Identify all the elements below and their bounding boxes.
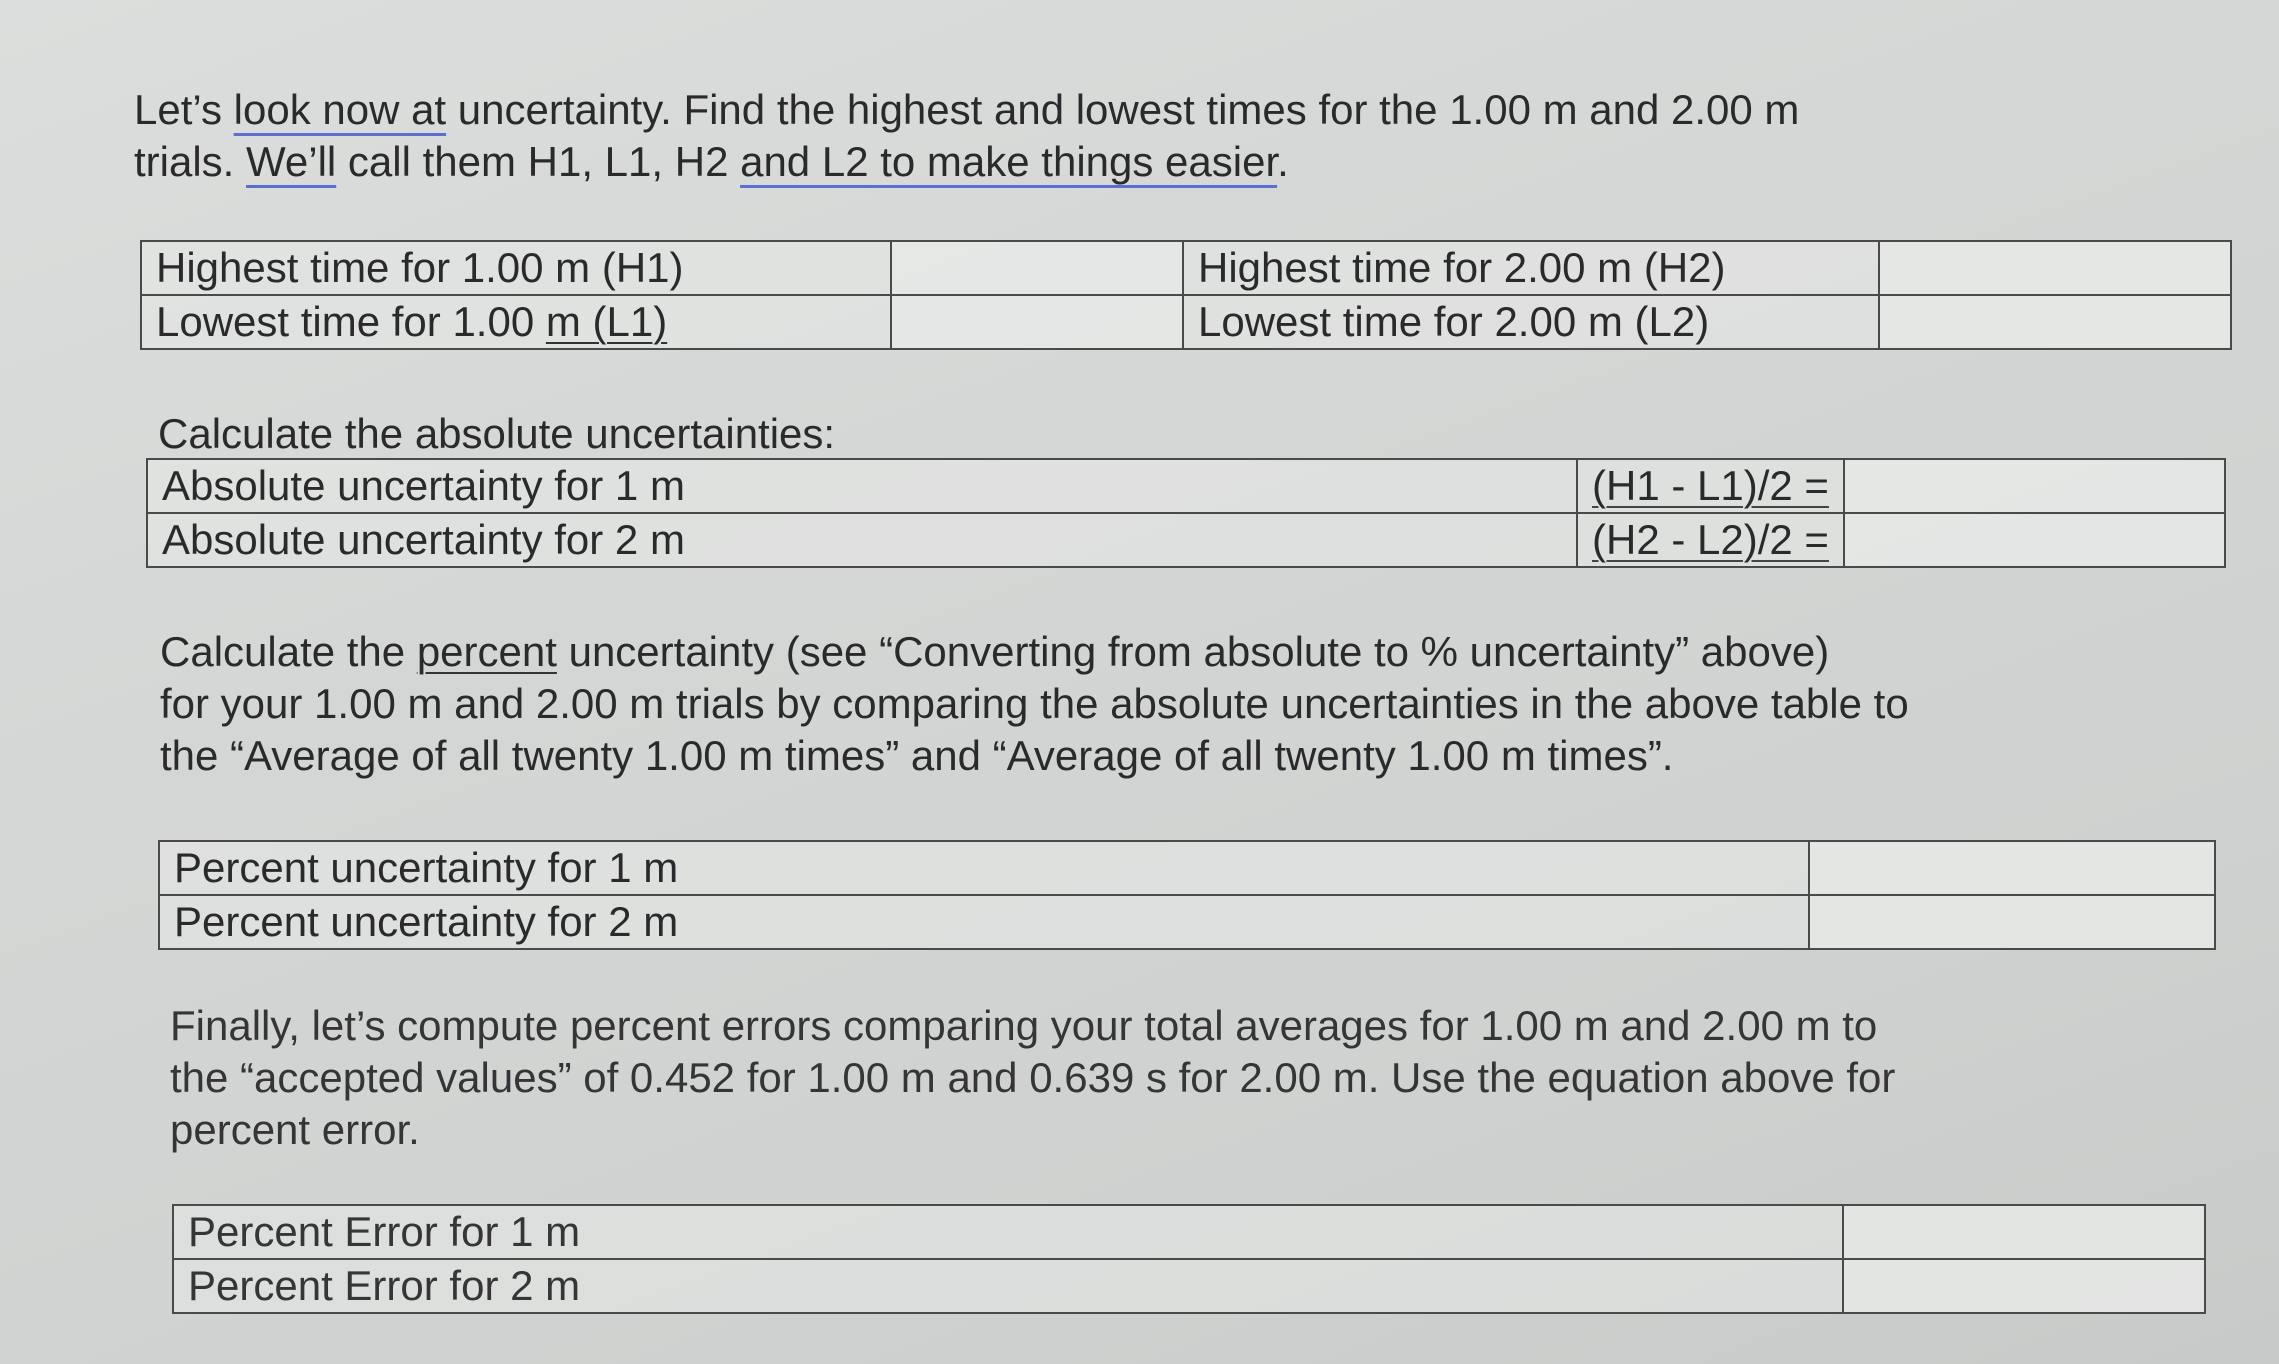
abs-row-2-formula-cell [1577, 513, 1844, 567]
l2-label: Lowest time for 2.00 m (L2) [1183, 295, 1879, 349]
abs-row-2-label: Absolute uncertainty for 2 m [147, 513, 1577, 567]
err-row-2 [173, 1259, 2205, 1313]
pct-line-2: for your 1.00 m and 2.00 m trials by comparing the absolute uncertainties in the above table to [160, 680, 1909, 727]
pct-row-2-label: Percent uncertainty for 2 m [159, 895, 1809, 949]
err-row-2-value-cell[interactable] [1843, 1259, 2205, 1313]
pct-row-1-value-cell[interactable] [1809, 841, 2215, 895]
abs-row-2-formula: (H2 - L2)/2 = [1592, 516, 1829, 563]
percent-error-paragraph [170, 1000, 1895, 1156]
pct-row-1 [159, 841, 2215, 895]
abs-row-1-formula: (H1 - L1)/2 = [1592, 462, 1829, 509]
percent-uncertainty-table [158, 840, 2216, 950]
h2-label: Highest time for 2.00 m (H2) [1183, 241, 1879, 295]
intro-line-2: trials. We’ll call them H1, L1, H2 and L2 to make things easier. [134, 138, 1289, 185]
intro-line-1: Let’s look now at uncertainty. Find the highest and lowest times for the 1.00 m and 2.00 m [134, 86, 1800, 133]
err-row-1-value-cell[interactable] [1843, 1205, 2205, 1259]
h1-value-cell[interactable] [891, 241, 1183, 295]
l1-label: Lowest time for 1.00 m (L1) [141, 295, 891, 349]
percent-uncertainty-paragraph [160, 626, 1909, 782]
err-row-1 [173, 1205, 2205, 1259]
times-table [140, 240, 2232, 350]
times-row-lowest [141, 295, 2231, 349]
abs-row-2-value-cell[interactable] [1844, 513, 2225, 567]
pct-row-2-value-cell[interactable] [1809, 895, 2215, 949]
err-line-2: the “accepted values” of 0.452 for 1.00 m and 0.639 s for 2.00 m. Use the equation above for [170, 1054, 1896, 1101]
abs-row-2 [147, 513, 2225, 567]
pct-row-1-label: Percent uncertainty for 1 m [159, 841, 1809, 895]
h2-value-cell[interactable] [1879, 241, 2231, 295]
pct-line-3: the “Average of all twenty 1.00 m times” and “Average of all twenty 1.00 m times”. [160, 732, 1674, 779]
pct-row-2 [159, 895, 2215, 949]
err-line-1: Finally, let’s compute percent errors comparing your total averages for 1.00 m and 2.00 m to [170, 1002, 1878, 1049]
l2-value-cell[interactable] [1879, 295, 2231, 349]
abs-row-1 [147, 459, 2225, 513]
abs-heading: Calculate the absolute uncertainties: [158, 410, 836, 457]
percent-error-table [172, 1204, 2206, 1314]
err-row-2-label: Percent Error for 2 m [173, 1259, 1843, 1313]
times-row-highest [141, 241, 2231, 295]
intro-paragraph [134, 84, 1799, 188]
abs-row-1-value-cell[interactable] [1844, 459, 2225, 513]
err-line-3: percent error. [170, 1106, 420, 1153]
absolute-uncertainty-table [146, 458, 2226, 568]
h1-label: Highest time for 1.00 m (H1) [141, 241, 891, 295]
err-row-1-label: Percent Error for 1 m [173, 1205, 1843, 1259]
pct-line-1: Calculate the percent uncertainty (see “Converting from absolute to % uncertainty” above) [160, 628, 1830, 675]
l1-value-cell[interactable] [891, 295, 1183, 349]
abs-row-1-formula-cell [1577, 459, 1844, 513]
abs-row-1-label: Absolute uncertainty for 1 m [147, 459, 1577, 513]
